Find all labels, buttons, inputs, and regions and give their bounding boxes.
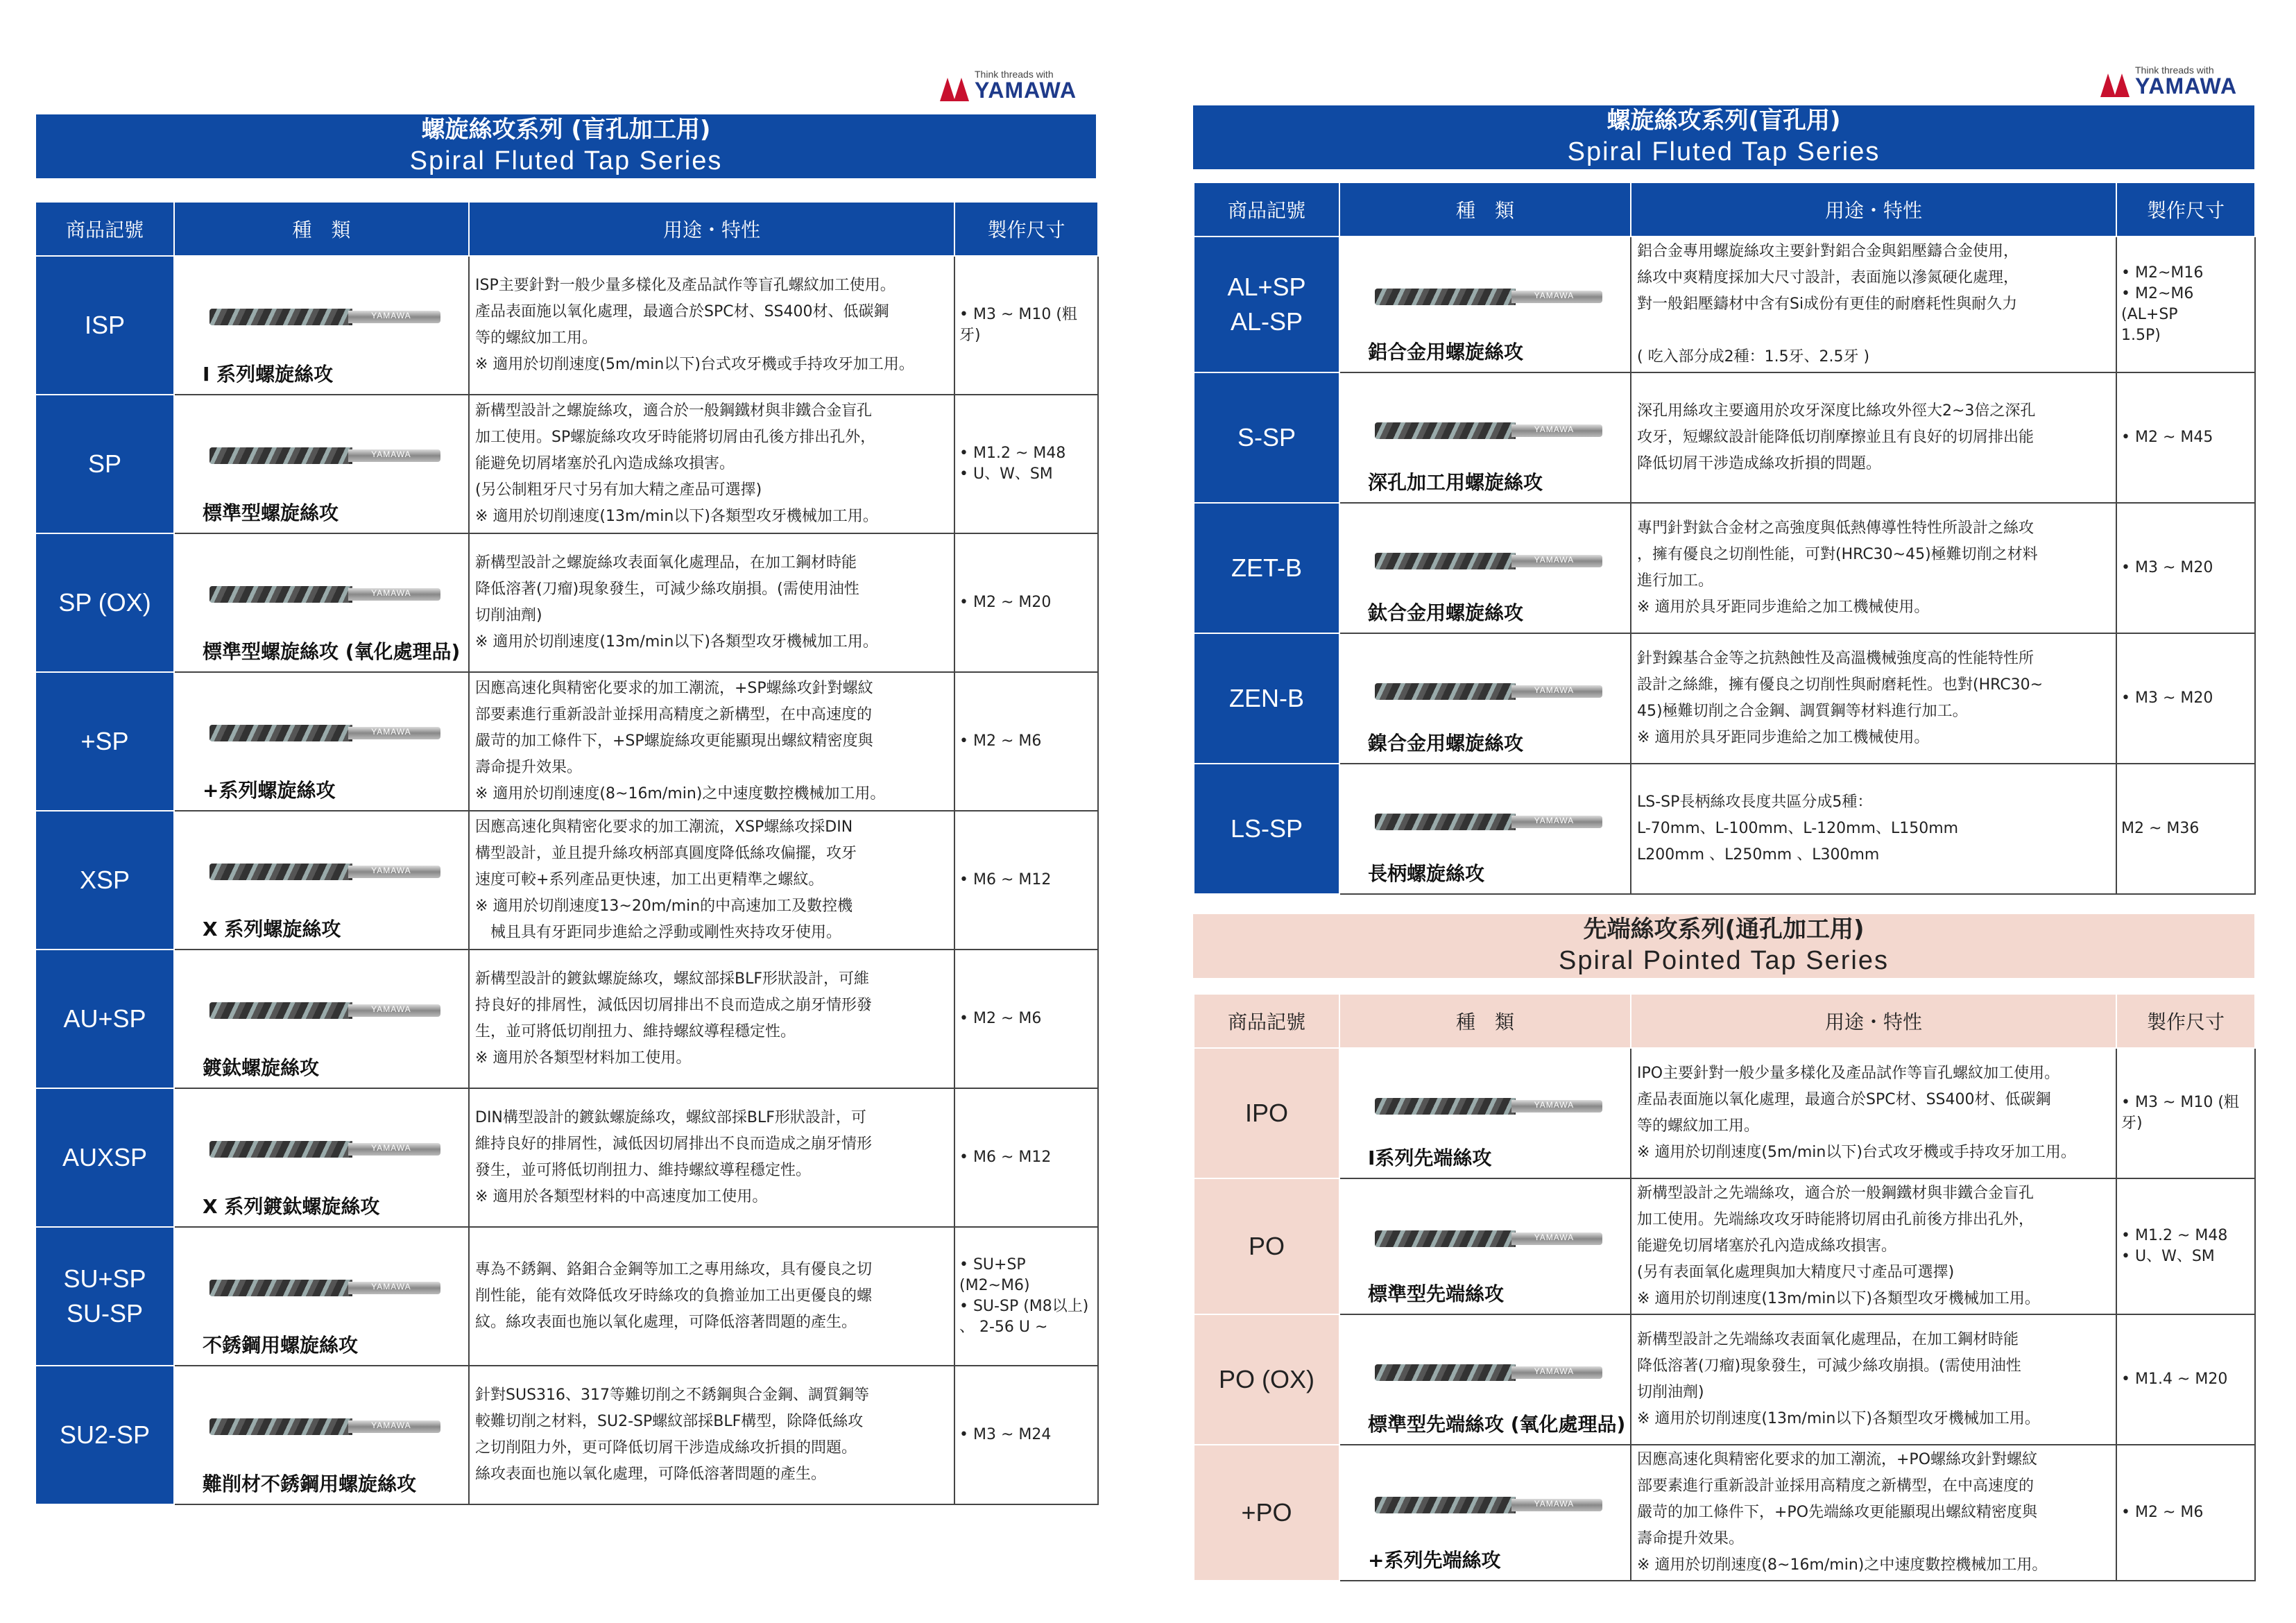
product-kind-label: 鍍鈦螺旋絲攻 <box>203 1056 320 1079</box>
tap-image <box>1375 814 1602 830</box>
tap-flute <box>209 864 352 880</box>
tap-brand-mark: YAMAWA <box>1534 815 1575 825</box>
product-code: SP (OX) <box>35 533 174 672</box>
tap-image <box>209 309 440 325</box>
header-desc: 用途・特性 <box>1631 994 2116 1048</box>
tap-image <box>1375 553 1602 569</box>
right-spec-table <box>1193 182 2256 895</box>
product-kind-label: 深孔加工用螺旋絲攻 <box>1368 471 1543 494</box>
tap-flute <box>1375 1497 1516 1513</box>
tap-flute <box>209 1141 352 1158</box>
product-kind-label: +系列先端絲攻 <box>1368 1549 1501 1572</box>
yamawa-mark-icon <box>940 78 969 101</box>
tap-brand-mark: YAMAWA <box>371 1004 411 1015</box>
product-code: XSP <box>35 811 174 950</box>
tap-image <box>1375 1364 1602 1381</box>
tap-flute <box>209 725 352 741</box>
yamawa-logo-left <box>940 69 1077 101</box>
tap-brand-mark: YAMAWA <box>1534 424 1575 434</box>
product-kind-label: 標準型螺旋絲攻 (氧化處理品) <box>203 640 461 663</box>
product-code: AUXSP <box>35 1088 174 1227</box>
product-size: • M3 ~ M10 (粗牙) <box>954 256 1098 395</box>
header-size: 製作尺寸 <box>2116 182 2255 237</box>
product-kind-label: 鈦合金用螺旋絲攻 <box>1368 601 1524 624</box>
tap-image <box>209 864 440 880</box>
product-description: 鋁合金專用螺旋絲攻主要針對鋁合金與鋁壓鑄合金使用， 絲攻中爽精度採加大尺寸設計，表面施以滲氮硬化處理， 對一般鋁壓鑄材中含有Si成份有更佳的耐磨耗性與耐久力 ( 吃入部分成2種：1.5牙、2.5牙 ) <box>1631 237 2116 372</box>
product-description: 因應高速化與精密化要求的加工潮流，XSP螺絲攻採DIN 構型設計，並且提升絲攻柄部真圓度降低絲攻偏擺，攻牙 速度可較+系列產品更快速，加工出更精準之螺紋。 ※ 適用於切削速度13~20m/min的中高速加工及數控機 械且具有牙距同步進給之浮動或剛性夾持攻牙使用。 <box>469 811 954 950</box>
product-kind-label: 鎳合金用螺旋絲攻 <box>1368 732 1524 755</box>
product-kind-cell <box>1339 1178 1631 1314</box>
tap-brand-mark: YAMAWA <box>371 588 411 599</box>
table-row <box>1194 1178 2255 1314</box>
product-code: AL+SP AL-SP <box>1194 237 1339 372</box>
tap-flute <box>1375 289 1516 305</box>
table-row <box>35 256 1098 395</box>
product-size: • M2~M16 • M2~M6 (AL+SP 1.5P) <box>2116 237 2255 372</box>
product-kind-label: I系列先端絲攻 <box>1368 1147 1492 1169</box>
product-kind-label: 不銹鋼用螺旋絲攻 <box>203 1334 359 1357</box>
left-title-zh: 螺旋絲攻系列 (盲孔加工用) <box>421 116 711 144</box>
tap-image <box>209 725 440 741</box>
brand-name: YAMAWA <box>975 78 1077 103</box>
header-code: 商品記號 <box>35 202 174 256</box>
tap-image <box>1375 1497 1602 1513</box>
tap-image <box>1375 1098 1602 1115</box>
product-size: • M2 ~ M20 <box>954 533 1098 672</box>
product-description: 專為不銹鋼、鉻鉬合金鋼等加工之專用絲攻，具有優良之切 削性能，能有效降低攻牙時絲攻的負擔並加工出更優良的螺 紋。絲攻表面也施以氧化處理，可降低溶著問題的產生。 <box>469 1227 954 1366</box>
header-kind: 種 類 <box>1339 182 1631 237</box>
product-code: ISP <box>35 256 174 395</box>
tap-flute <box>1375 422 1516 439</box>
left-title-en: Spiral Fluted Tap Series <box>409 146 723 175</box>
brand-name: YAMAWA <box>2135 74 2238 98</box>
product-code: ZEN-B <box>1194 633 1339 764</box>
product-size: • M2 ~ M6 <box>2116 1445 2255 1581</box>
product-kind-label: +系列螺旋絲攻 <box>203 779 336 802</box>
yamawa-mark-icon <box>2100 74 2130 97</box>
product-kind-label: I 系列螺旋絲攻 <box>203 363 334 386</box>
pointed-tap-banner <box>1193 914 2254 978</box>
table-row <box>1194 372 2255 503</box>
table-row <box>35 533 1098 672</box>
product-kind-cell <box>174 1088 469 1227</box>
header-code: 商品記號 <box>1194 182 1339 237</box>
product-code: ZET-B <box>1194 503 1339 633</box>
pointed-title-en: Spiral Pointed Tap Series <box>1559 946 1889 975</box>
product-kind-cell <box>1339 1314 1631 1445</box>
product-size: • M6 ~ M12 <box>954 1088 1098 1227</box>
table-row <box>1194 237 2255 372</box>
tap-flute <box>209 1418 352 1435</box>
yamawa-logo-right <box>2100 65 2237 97</box>
product-description: 新構型設計之先端絲攻，適合於一般鋼鐵材與非鐵合金盲孔 加工使用。先端絲攻攻牙時能將切屑由孔前後方排出孔外， 能避免切屑堵塞於孔內造成絲攻損害。 (另有表面氧化處理與加大精度尺寸產品可選擇) ※ 適用於切削速度(13m/min以下)各類型攻牙機械加工用。 <box>1631 1178 2116 1314</box>
product-description: 新構型設計之螺旋絲攻表面氧化處理品，在加工鋼材時能 降低溶著(刀瘤)現象發生，可減少絲攻崩損。(需使用油性 切削油劑) ※ 適用於切削速度(13m/min以下)各類型攻牙機械加工用。 <box>469 533 954 672</box>
table-row <box>35 1088 1098 1227</box>
product-description: 針對SUS316、317等難切削之不銹鋼與合金鋼、調質鋼等 較難切削之材料，SU2-SP螺紋部採BLF構型，除降低絲攻 之切削阻力外，更可降低切屑干涉造成絲攻折損的問題。 絲攻表面也施以氧化處理，可降低溶著問題的產生。 <box>469 1366 954 1504</box>
header-code: 商品記號 <box>1194 994 1339 1048</box>
right-title-en: Spiral Fluted Tap Series <box>1567 137 1881 166</box>
product-description: DIN構型設計的鍍鈦螺旋絲攻，螺紋部採BLF形狀設計，可 維持良好的排屑性，減低因切屑排出不良而造成之崩牙情形 發生，並可將低切削扭力、維持螺紋導程穩定性。 ※ 適用於各類型材料的中高速度加工使用。 <box>469 1088 954 1227</box>
product-code: +SP <box>35 672 174 811</box>
tap-brand-mark: YAMAWA <box>371 727 411 737</box>
product-code: PO (OX) <box>1194 1314 1339 1445</box>
product-kind-cell <box>174 395 469 533</box>
product-kind-label: X 系列鍍鈦螺旋絲攻 <box>203 1195 380 1218</box>
table-row <box>1194 764 2255 894</box>
product-size: • M1.4 ~ M20 <box>2116 1314 2255 1445</box>
product-size: • M3 ~ M24 <box>954 1366 1098 1504</box>
tap-flute <box>1375 1364 1516 1381</box>
tap-image <box>209 447 440 464</box>
product-description: 因應高速化與精密化要求的加工潮流，+PO螺絲攻針對螺紋 部要素進行重新設計並採用高精度之新構型，在中高速度的 嚴苛的加工條件下，+PO先端絲攻更能顯現出螺紋精密度與 壽命提升效果。 ※ 適用於切削速度(8~16m/min)之中速度數控機械加工用。 <box>1631 1445 2116 1581</box>
product-kind-cell <box>174 1366 469 1504</box>
table-row <box>1194 1048 2255 1178</box>
product-kind-cell <box>174 811 469 950</box>
tap-flute <box>1375 814 1516 830</box>
product-kind-cell <box>1339 1445 1631 1581</box>
left-section-banner <box>36 114 1096 178</box>
tap-flute <box>1375 683 1516 700</box>
product-description: 新構型設計的鍍鈦螺旋絲攻，螺紋部採BLF形狀設計，可維 持良好的排屑性，減低因切屑排出不良而造成之崩牙情形發 生，並可將低切削扭力、維持螺紋導程穩定性。 ※ 適用於各類型材料加工使用。 <box>469 950 954 1088</box>
tap-image <box>1375 289 1602 305</box>
tap-flute <box>1375 1230 1516 1247</box>
tap-brand-mark: YAMAWA <box>1534 1498 1575 1509</box>
tap-brand-mark: YAMAWA <box>371 449 411 460</box>
tap-brand-mark: YAMAWA <box>1534 1366 1575 1376</box>
product-size: • M1.2 ~ M48 • U、W、SM <box>954 395 1098 533</box>
product-description: 專門針對鈦合金材之高強度與低熱傳導性特性所設計之絲攻 ，擁有優良之切削性能，可對(HRC30~45)極難切削之材料 進行加工。 ※ 適用於具牙距同步進給之加工機械使用。 <box>1631 503 2116 633</box>
product-kind-cell <box>174 672 469 811</box>
product-kind-cell <box>174 256 469 395</box>
product-description: 深孔用絲攻主要適用於攻牙深度比絲攻外徑大2~3倍之深孔 攻牙，短螺紋設計能降低切削摩擦並且有良好的切屑排出能 降低切屑干涉造成絲攻折損的問題。 <box>1631 372 2116 503</box>
product-description: LS-SP長柄絲攻長度共區分成5種： L-70mm、L-100mm、L-120mm、L150mm L200mm 、L250mm 、L300mm <box>1631 764 2116 894</box>
table-row <box>35 672 1098 811</box>
product-kind-cell <box>1339 633 1631 764</box>
table-row <box>1194 1445 2255 1581</box>
product-size: • M3 ~ M20 <box>2116 503 2255 633</box>
tap-flute <box>1375 553 1516 569</box>
product-description: 新構型設計之先端絲攻表面氧化處理品，在加工鋼材時能 降低溶著(刀瘤)現象發生，可減少絲攻崩損。(需使用油性 切削油劑) ※ 適用於切削速度(13m/min以下)各類型攻牙機械加工用。 <box>1631 1314 2116 1445</box>
product-code: SU2-SP <box>35 1366 174 1504</box>
product-kind-label: 標準型螺旋絲攻 <box>203 501 339 524</box>
tap-brand-mark: YAMAWA <box>371 866 411 876</box>
product-kind-cell <box>174 533 469 672</box>
product-code: IPO <box>1194 1048 1339 1178</box>
product-description: 針對鎳基合金等之抗熱蝕性及高溫機械強度高的性能特性所 設計之絲維，擁有優良之切削性與耐磨耗性。也對(HRC30~ 45)極難切削之合金鋼、調質鋼等材料進行加工。 ※ 適用於具牙距同步進給之加工機械使用。 <box>1631 633 2116 764</box>
tap-brand-mark: YAMAWA <box>1534 1099 1575 1110</box>
product-description: 新構型設計之螺旋絲攻，適合於一般鋼鐵材與非鐵合金盲孔 加工使用。SP螺旋絲攻攻牙時能將切屑由孔後方排出孔外， 能避免切屑堵塞於孔內造成絲攻損害。 (另公制粗牙尺寸另有加大精之產品可選擇) ※ 適用於切削速度(13m/min以下)各類型攻牙機械加工用。 <box>469 395 954 533</box>
table-row <box>35 1227 1098 1366</box>
product-kind-cell <box>174 950 469 1088</box>
tap-flute <box>1375 1098 1516 1115</box>
tap-brand-mark: YAMAWA <box>1534 1232 1575 1242</box>
tap-brand-mark: YAMAWA <box>1534 290 1575 300</box>
product-code: S-SP <box>1194 372 1339 503</box>
product-kind-label: 長柄螺旋絲攻 <box>1368 862 1485 885</box>
header-desc: 用途・特性 <box>469 202 954 256</box>
tap-brand-mark: YAMAWA <box>371 1420 411 1431</box>
product-size: • M3 ~ M20 <box>2116 633 2255 764</box>
product-size: M2 ~ M36 <box>2116 764 2255 894</box>
product-kind-cell <box>1339 503 1631 633</box>
header-kind: 種 類 <box>174 202 469 256</box>
product-size: • M1.2 ~ M48 • U、W、SM <box>2116 1178 2255 1314</box>
product-code: LS-SP <box>1194 764 1339 894</box>
product-code: SU+SP SU-SP <box>35 1227 174 1366</box>
product-kind-cell <box>1339 1048 1631 1178</box>
tap-image <box>1375 422 1602 439</box>
product-kind-cell <box>1339 764 1631 894</box>
tap-flute <box>209 1002 352 1019</box>
product-description: ISP主要針對一般少量多樣化及產品試作等盲孔螺紋加工使用。 產品表面施以氧化處理，最適合於SPC材、SS400材、低碳鋼 等的螺紋加工用。 ※ 適用於切削速度(5m/min以下)台式攻牙機或手持攻牙加工用。 <box>469 256 954 395</box>
product-size: • M3 ~ M10 (粗牙) <box>2116 1048 2255 1178</box>
product-description: 因應高速化與精密化要求的加工潮流，+SP螺絲攻針對螺紋 部要素進行重新設計並採用高精度之新構型，在中高速度的 嚴苛的加工條件下，+SP螺旋絲攻更能顯現出螺紋精密度與 壽命提升效果。 ※ 適用於切削速度(8~16m/min)之中速度數控機械加工用。 <box>469 672 954 811</box>
product-kind-label: 難削材不銹鋼用螺旋絲攻 <box>203 1472 417 1495</box>
product-kind-cell <box>1339 237 1631 372</box>
left-spec-table <box>35 201 1099 1505</box>
tap-image <box>209 1141 440 1158</box>
tap-flute <box>209 586 352 603</box>
table-row <box>35 950 1098 1088</box>
brand-tagline: Think threads with <box>975 69 1054 80</box>
product-kind-cell <box>1339 372 1631 503</box>
tap-flute <box>209 447 352 464</box>
table-row <box>35 811 1098 950</box>
tap-flute <box>209 309 352 325</box>
tap-image <box>1375 1230 1602 1247</box>
pointed-title-zh: 先端絲攻系列(通孔加工用) <box>1583 916 1865 943</box>
tap-image <box>209 1280 440 1296</box>
product-size: • M6 ~ M12 <box>954 811 1098 950</box>
tap-brand-mark: YAMAWA <box>1534 685 1575 695</box>
header-size: 製作尺寸 <box>2116 994 2255 1048</box>
product-code: +PO <box>1194 1445 1339 1581</box>
table-row <box>35 1366 1098 1504</box>
product-kind-label: X 系列螺旋絲攻 <box>203 918 341 941</box>
tap-image <box>209 1002 440 1019</box>
product-size: • SU+SP (M2~M6) • SU-SP (M8以上) 、 2-56 U ~ <box>954 1227 1098 1366</box>
tap-brand-mark: YAMAWA <box>371 1143 411 1153</box>
tap-brand-mark: YAMAWA <box>371 1282 411 1292</box>
brand-tagline: Think threads with <box>2135 65 2214 76</box>
table-row <box>1194 633 2255 764</box>
product-kind-label: 鋁合金用螺旋絲攻 <box>1368 341 1524 363</box>
tap-brand-mark: YAMAWA <box>1534 554 1575 565</box>
tap-brand-mark: YAMAWA <box>371 311 411 321</box>
product-code: SP <box>35 395 174 533</box>
product-kind-label: 標準型先端絲攻 (氧化處理品) <box>1368 1413 1626 1436</box>
product-code: AU+SP <box>35 950 174 1088</box>
right-title-zh: 螺旋絲攻系列(盲孔用) <box>1607 107 1841 135</box>
tap-image <box>209 586 440 603</box>
tap-image <box>209 1418 440 1435</box>
product-size: • M2 ~ M6 <box>954 672 1098 811</box>
product-kind-cell <box>174 1227 469 1366</box>
table-row <box>1194 1314 2255 1445</box>
table-row <box>35 395 1098 533</box>
header-size: 製作尺寸 <box>954 202 1098 256</box>
header-kind: 種 類 <box>1339 994 1631 1048</box>
product-code: PO <box>1194 1178 1339 1314</box>
product-size: • M2 ~ M6 <box>954 950 1098 1088</box>
product-description: IPO主要針對一般少量多樣化及產品試作等盲孔螺紋加工使用。 產品表面施以氧化處理，最適合於SPC材、SS400材、低碳鋼 等的螺紋加工用。 ※ 適用於切削速度(5m/min以下)台式攻牙機或手持攻牙加工用。 <box>1631 1048 2116 1178</box>
tap-image <box>1375 683 1602 700</box>
product-size: • M2 ~ M45 <box>2116 372 2255 503</box>
product-kind-label: 標準型先端絲攻 <box>1368 1282 1505 1305</box>
header-desc: 用途・特性 <box>1631 182 2116 237</box>
table-row <box>1194 503 2255 633</box>
tap-flute <box>209 1280 352 1296</box>
right-section-banner <box>1193 105 2254 169</box>
pointed-spec-table <box>1193 993 2256 1581</box>
